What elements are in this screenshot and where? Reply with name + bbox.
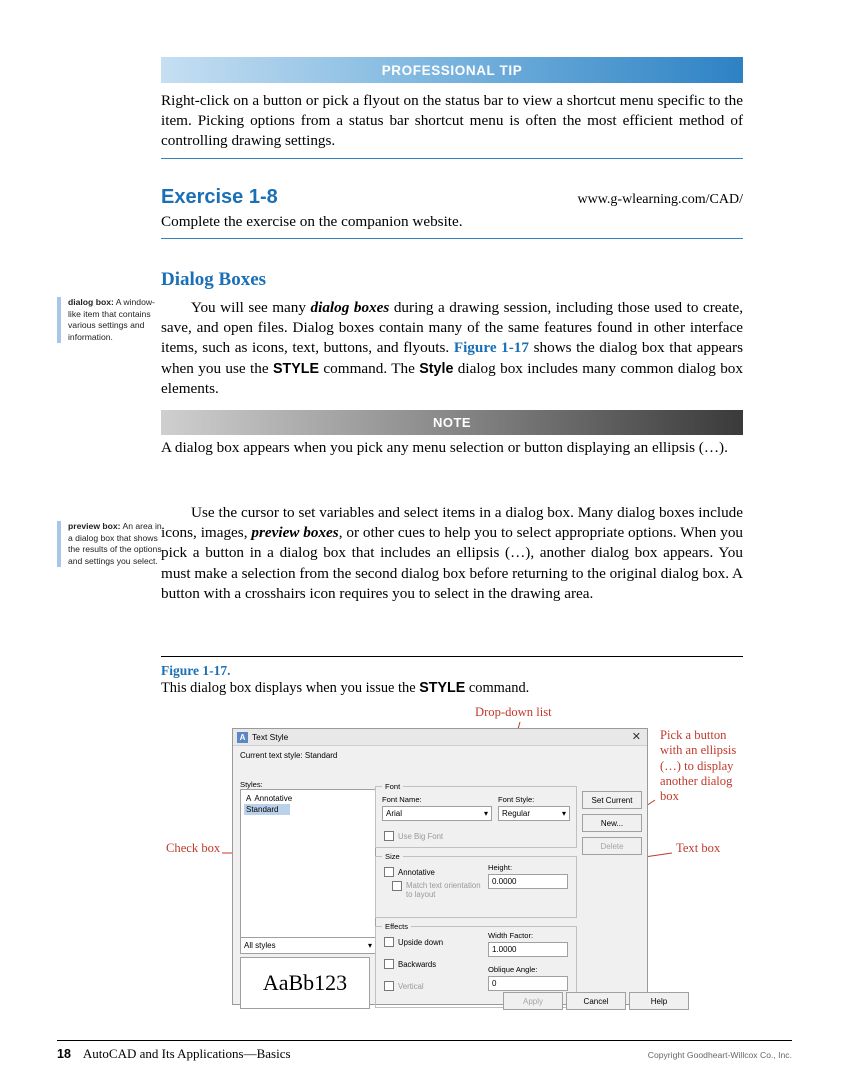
chevron-down-icon: ▾ [483, 809, 488, 818]
font-group [375, 782, 577, 848]
font-name-dropdown[interactable] [382, 806, 492, 821]
font-name-label: Font Name: [382, 795, 422, 804]
margin-note-text: A window-like item that contains various settings and information. [68, 297, 155, 342]
text-run: dialog box includes many common dialog box elements. [161, 359, 743, 397]
term-preview-boxes: preview boxes [251, 524, 339, 542]
text-run: You will see many [191, 299, 311, 316]
styles-list[interactable] [240, 789, 376, 941]
upside-down-checkbox[interactable] [384, 937, 443, 947]
text-run: This dialog box displays when you issue the [161, 680, 420, 696]
oblique-angle-input[interactable] [488, 976, 568, 991]
text-run: during a drawing session, including those used to create, save, and open files. Dialog boxes contain many of the same features found in other interface items, such as icons, text, buttons, and flyouts. [161, 299, 744, 357]
upside-down-label: Upside down [398, 937, 444, 947]
font-style-dropdown[interactable] [498, 806, 570, 821]
checkbox-icon [384, 831, 394, 841]
annotative-label: Annotative [398, 867, 435, 877]
help-button[interactable]: Help [629, 992, 689, 1010]
styles-filter-dropdown[interactable] [240, 937, 376, 954]
style-item-label: Annotative [254, 794, 293, 803]
professional-tip-title: PROFESSIONAL TIP [381, 62, 523, 78]
dialog-title-bar [233, 729, 647, 746]
exercise-subtitle: Complete the exercise on the companion website. [161, 213, 463, 230]
preview-box [240, 957, 370, 1009]
chevron-down-icon: ▾ [561, 809, 566, 818]
command-style: STYLE [272, 360, 320, 377]
match-text-orientation-checkbox[interactable] [392, 881, 482, 899]
callout-text-box: Text box [676, 841, 721, 855]
height-input[interactable] [488, 874, 568, 889]
figure-cross-reference[interactable]: Figure 1-17 [453, 339, 529, 357]
height-value: 0.0000 [492, 877, 517, 886]
checkbox-icon [384, 937, 394, 947]
term-dialog-boxes: dialog boxes [310, 299, 390, 316]
width-factor-label: Width Factor: [488, 931, 534, 940]
callout-pick-button: Pick a button with an ellipsis (…) to display another dialog box [660, 728, 737, 804]
style-item-label: Standard [246, 805, 279, 814]
style-list-item-annotative[interactable] [244, 793, 372, 804]
font-style-label: Font Style: [498, 795, 535, 804]
callout-check-box: Check box [166, 841, 221, 855]
text-run: shows the dialog box that appears when you use the [161, 339, 743, 377]
note-title: NOTE [432, 415, 472, 430]
text-style-icon: A [237, 732, 248, 743]
exercise-title: Exercise 1-8 [161, 186, 278, 208]
dialog-body [233, 746, 668, 1006]
vertical-label: Vertical [398, 981, 424, 991]
copyright-notice: Copyright Goodheart-Willcox Co., Inc. [647, 1050, 792, 1060]
margin-note-term: dialog box: [68, 297, 114, 307]
styles-filter-value: All styles [244, 941, 276, 950]
font-name-value: Arial [386, 809, 403, 818]
backwards-checkbox[interactable] [384, 959, 436, 969]
delete-button[interactable]: Delete [582, 837, 642, 855]
backwards-label: Backwards [398, 959, 437, 969]
oblique-angle-value: 0 [492, 979, 497, 988]
height-label: Height: [488, 863, 513, 872]
close-icon[interactable]: ✕ [631, 730, 641, 743]
text-run: , or other cues to help you to select appropriate options. When you pick a button in a dialog box that includes an ellipsis (…), another dialog box appears. You must make a selection from the second dialog box before returning to the original dialog box. A button with a crosshairs icon requires you to select in the drawing area. [161, 524, 744, 602]
font-group-label: Font [382, 782, 403, 791]
effects-group-label: Effects [382, 922, 411, 931]
preview-text: AaBb123 [262, 970, 348, 995]
new-button[interactable]: New... [582, 814, 642, 832]
match-text-orientation-label: Match text orientation to layout [406, 881, 481, 899]
checkbox-icon [384, 867, 394, 877]
checkbox-icon [384, 981, 394, 991]
oblique-angle-label: Oblique Angle: [488, 965, 538, 974]
annotative-icon: A [246, 794, 252, 803]
text-run: Use the cursor to set variables and select items in a dialog box. Many dialog boxes include icons, images, [161, 504, 743, 542]
cancel-button[interactable]: Cancel [566, 992, 626, 1010]
font-style-value: Regular [502, 809, 531, 818]
exercise-url[interactable]: www.g-wlearning.com/CAD/ [577, 192, 743, 207]
text-run: command. The [319, 359, 420, 377]
styles-label: Styles: [240, 780, 263, 789]
paragraph-note-body: A dialog box appears when you pick any menu selection or button displaying an ellipsis (…). [161, 439, 728, 456]
book-title: AutoCAD and Its Applications—Basics [82, 1046, 291, 1061]
use-big-font-checkbox[interactable] [384, 831, 443, 841]
checkbox-icon [392, 881, 402, 891]
size-group-label: Size [382, 852, 403, 861]
section-title: Dialog Boxes [161, 269, 267, 290]
professional-tip-body: Right-click on a button or pick a flyout on the status bar to view a shortcut menu specific to the item. Picking options from a status bar shortcut menu is often the most efficient method of controlling drawing settings. [161, 83, 743, 159]
current-style-label: Current text style: Standard [240, 751, 338, 760]
page-footer [57, 1040, 792, 1062]
dialog-title: Text Style [252, 732, 289, 742]
size-group [375, 852, 577, 918]
margin-note-term: preview box: [68, 521, 121, 531]
margin-note-text: An area in a dialog box that shows the results of the options and settings you select. [68, 521, 162, 566]
apply-button[interactable]: Apply [503, 992, 563, 1010]
page-number: 18 [57, 1047, 71, 1061]
text-style-dialog[interactable] [232, 728, 668, 1006]
callout-dropdown-list: Drop-down list [475, 705, 552, 719]
use-big-font-label: Use Big Font [398, 831, 444, 841]
command-style-dialog: Style [419, 360, 454, 377]
style-list-item-standard[interactable] [244, 804, 290, 815]
chevron-down-icon: ▾ [367, 941, 372, 950]
command-style: STYLE [419, 680, 466, 696]
vertical-checkbox[interactable] [384, 981, 424, 991]
set-current-button[interactable]: Set Current [582, 791, 642, 809]
figure-label: Figure 1-17. [161, 663, 231, 678]
width-factor-value: 1.0000 [492, 945, 517, 954]
checkbox-icon [384, 959, 394, 969]
annotative-checkbox[interactable] [384, 867, 435, 877]
text-run: command. [465, 680, 530, 696]
width-factor-input[interactable] [488, 942, 568, 957]
